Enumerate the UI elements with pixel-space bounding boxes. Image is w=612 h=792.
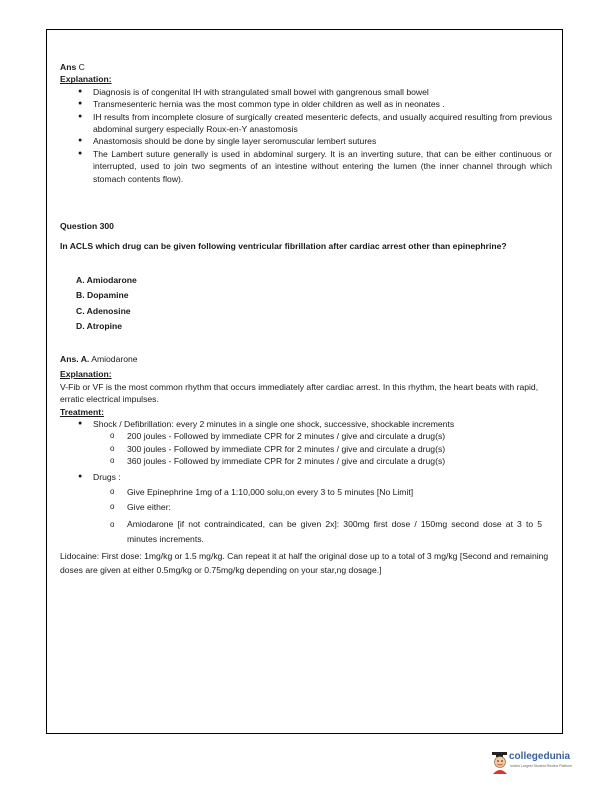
q299-explanation-heading: Explanation:: [60, 74, 112, 85]
logo-tagline: India's Largest Student Review Platform: [510, 764, 573, 768]
option-b: B. Dopamine: [76, 290, 129, 301]
q300-answer: [60, 353, 552, 365]
lidocaine-text: Lidocaine: First dose: 1mg/kg or 1.5 mg/kg. Can repeat it at half the original dose up to a total of 3 mg/kg [Second and remaining doses are given at either 0.5mg/kg or 0.75mg/kg depending on your star,ng dosage.]: [60, 550, 549, 576]
q299-explanation-list: [60, 86, 552, 185]
list-item: ● Diagnosis is of congenital IH with strangulated small bowel with gangrenous small bowel: [60, 86, 552, 98]
q300-heading: Question 300: [60, 221, 114, 232]
q300-treatment-heading: Treatment:: [60, 406, 104, 417]
option-d: D. Atropine: [76, 321, 122, 332]
q300-options: [60, 273, 552, 335]
shock-sublist: [60, 430, 552, 467]
list-item: ● IH results from incomplete closure of surgically created mesenteric defects, and usually acquired resulting from previous abdominal surgery especially Roux-en-Y anastomosis: [60, 111, 552, 136]
collegedunia-logo: [490, 750, 573, 778]
list-item: o 200 joules - Followed by immediate CPR for 2 minutes / give and circulate a drug(s): [60, 430, 552, 442]
list-item: o Give either:: [60, 501, 552, 513]
option-a: A. Amiodarone: [76, 274, 137, 285]
drugs-sublist: [60, 486, 552, 547]
q299-answer-value: C: [78, 62, 85, 72]
shock-bullet-text: Shock / Defibrillation: every 2 minutes in a single one shock, successive, shockable increments: [93, 418, 455, 429]
list-item: o 360 joules - Followed by immediate CPR for 2 minutes / give and circulate a drug(s): [60, 455, 552, 467]
list-item: o Amiodarone [if not contraindicated, can be given 2x]: 300mg first dose / 150mg second dose at 3 to 5 minutes increments.: [60, 517, 552, 547]
drugs-bullet: [60, 471, 552, 547]
q300-explanation-text: V-Fib or VF is the most common rhythm that occurs immediately after cardiac arrest. In this rhythm, the heart beats with rapid, erratic electrical impulses.: [60, 381, 539, 405]
q300-answer-value: Amiodarone: [91, 353, 138, 364]
list-item: ● Anastomosis should be done by single layer seromuscular lembert sutures: [60, 135, 552, 147]
q300-explanation-heading: Explanation:: [60, 369, 112, 380]
shock-bullet: [60, 418, 552, 468]
drugs-bullet-text: Drugs :: [93, 471, 121, 482]
logo-text: collegedunia: [509, 751, 571, 762]
q299-answer: [60, 61, 552, 73]
option-c: C. Adenosine: [76, 305, 131, 316]
list-item: ● Transmesenteric hernia was the most common type in older children as well as in neonates .: [60, 98, 552, 110]
mascot-icon: [490, 750, 510, 774]
treatment-list: [60, 418, 552, 547]
q300-question: In ACLS which drug can be given following ventricular fibrillation after cardiac arrest other than epinephrine?: [60, 241, 507, 252]
list-item: ● The Lambert suture generally is used in abdominal surgery. It is an inverting suture, that can be either continuous or interrupted, used to join two segments of an intestine without entering the lumen (the inner channel through which stomach contents flow).: [60, 148, 552, 185]
q300-answer-label: Ans. A.: [60, 353, 90, 364]
page-content: [60, 61, 552, 578]
list-item: o Give Epinephrine 1mg of a 1:10,000 solu,on every 3 to 5 minutes [No Limit]: [60, 486, 552, 498]
q299-answer-label: Ans: [60, 62, 77, 72]
list-item: o 300 joules - Followed by immediate CPR for 2 minutes / give and circulate a drug(s): [60, 443, 552, 455]
